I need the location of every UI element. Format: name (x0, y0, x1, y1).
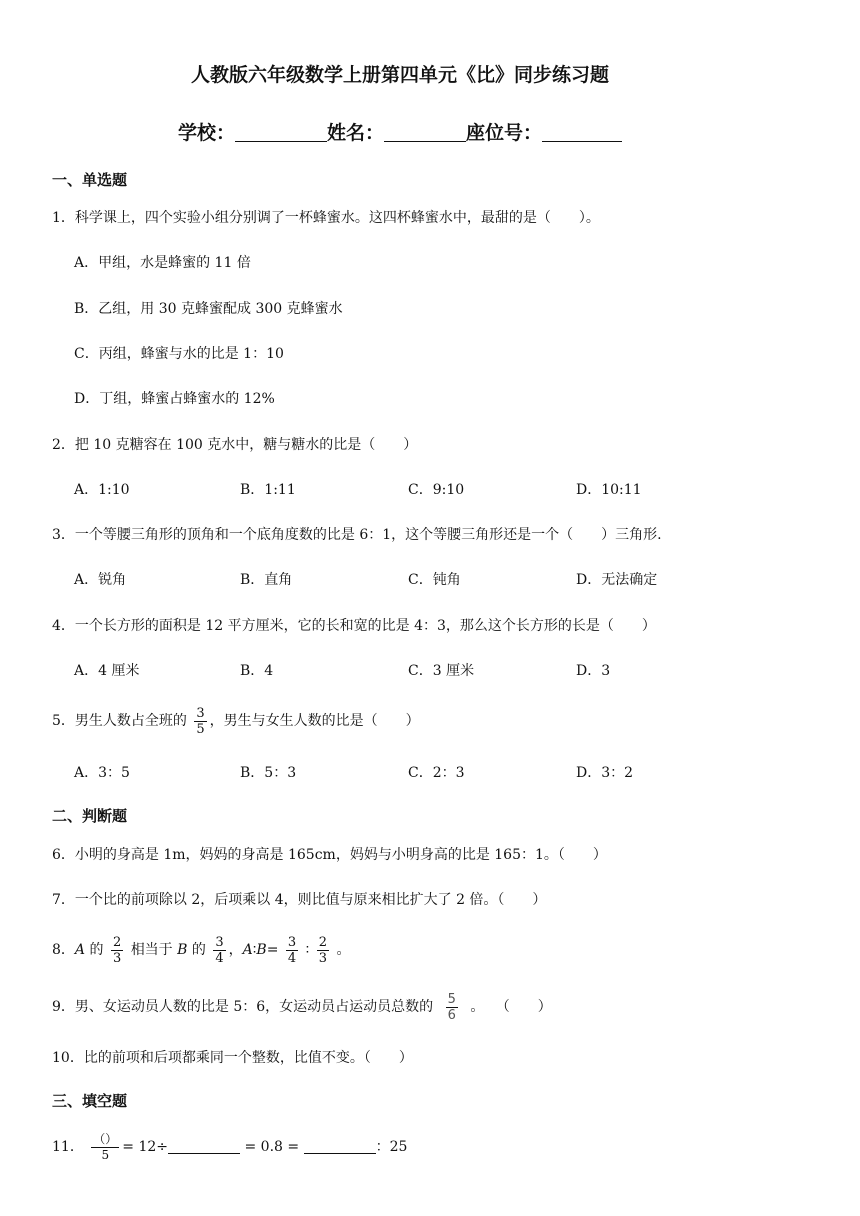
q5-text-pre: 5．男生人数占全班的 (52, 713, 187, 729)
q8-f4-denominator: 3 (318, 950, 328, 966)
q11-text-div: = 12÷ (122, 1139, 169, 1155)
q3-option-b[interactable]: B．直角 (240, 572, 293, 588)
q11-fraction-numerator[interactable]: （） (93, 1131, 118, 1146)
q11-blank-2[interactable] (304, 1138, 376, 1154)
question-8 (52, 934, 350, 966)
school-label: 学校： (177, 122, 235, 144)
q8-text-de: 的 (85, 942, 104, 958)
q11-fraction-denominator: 5 (101, 1147, 110, 1162)
question-9 (52, 991, 552, 1023)
q8-text-equiv: 相当于 (130, 942, 173, 958)
q8-f2-numerator: 3 (215, 934, 224, 950)
q5-fraction (194, 706, 206, 737)
school-blank[interactable] (235, 123, 327, 142)
q1-option-a[interactable]: A．甲组，水是蜂蜜的 11 倍 (74, 255, 251, 271)
q9-text-pre: 9．男、女运动员人数的比是 5：6，女运动员占运动员总数的 (52, 999, 434, 1015)
q8-comma: ， (228, 942, 243, 958)
q8-fraction-1 (111, 935, 123, 966)
q8-var-a: A (74, 942, 86, 958)
q8-ratio-colon-2: ∶ (305, 942, 310, 958)
q2-option-c[interactable]: C．9:10 (408, 482, 465, 498)
q8-fraction-4 (317, 935, 329, 966)
q5-options (74, 764, 794, 784)
name-label: 姓名： (326, 122, 384, 144)
q5-option-b[interactable]: B．5：3 (240, 765, 297, 781)
q8-text-de-2: 的 (187, 942, 206, 958)
q4-option-d[interactable]: D．3 (576, 663, 611, 679)
q5-fraction-numerator: 3 (196, 705, 205, 721)
q8-fraction-3 (286, 935, 298, 966)
q8-f1-numerator: 2 (112, 934, 122, 950)
q8-equals: = (266, 942, 279, 958)
question-1: 1．科学课上，四个实验小组分别调了一杯蜂蜜水。这四杯蜂蜜水中，最甜的是（ ）。 (52, 210, 600, 226)
q8-f2-denominator: 4 (215, 950, 224, 966)
q2-option-a[interactable]: A．1:10 (74, 482, 130, 498)
question-10: 10．比的前项和后项都乘同一个整数，比值不变。（ ） (52, 1050, 413, 1066)
name-blank[interactable] (384, 123, 466, 142)
q1-option-c[interactable]: C．丙组，蜂蜜与水的比是 1：10 (74, 346, 284, 362)
question-3: 3．一个等腰三角形的顶角和一个底角度数的比是 6：1，这个等腰三角形还是一个（ ）三角形. (52, 527, 662, 543)
q8-number: 8． (52, 942, 75, 958)
seat-blank[interactable] (542, 123, 622, 142)
question-11 (52, 1130, 407, 1164)
question-6: 6．小明的身高是 1m，妈妈的身高是 165cm，妈妈与小明身高的比是 165：1。（ ） (52, 847, 607, 863)
q8-ratio-colon: ∶ (252, 942, 257, 958)
q8-f3-denominator: 4 (287, 950, 297, 966)
q8-fraction-2 (213, 935, 225, 966)
q2-option-b[interactable]: B．1:11 (240, 482, 296, 498)
q2-options (74, 481, 794, 501)
student-info-line (0, 118, 800, 145)
question-7: 7．一个比的前项除以 2，后项乘以 4，则比值与原来相比扩大了 2 倍。（ ） (52, 892, 547, 908)
q11-text-decimal: = 0.8 = (244, 1139, 300, 1155)
q4-option-b[interactable]: B．4 (240, 663, 274, 679)
q5-option-a[interactable]: A．3：5 (74, 765, 130, 781)
section-single-choice: 一、单选题 (52, 171, 128, 189)
q5-text-post: ，男生与女生人数的比是（ ） (209, 713, 420, 729)
q8-f1-denominator: 3 (112, 950, 122, 966)
q8-f3-numerator: 3 (287, 934, 297, 950)
q1-option-b[interactable]: B．乙组，用 30 克蜂蜜配成 300 克蜂蜜水 (74, 301, 343, 317)
q3-options (74, 571, 794, 591)
q11-number: 11． (52, 1139, 84, 1155)
section-fill-blank: 三、填空题 (52, 1092, 128, 1110)
q9-fraction-denominator: 6 (447, 1007, 456, 1023)
q8-var-a-2: A (242, 942, 253, 958)
q4-option-a[interactable]: A．4 厘米 (74, 663, 140, 679)
q8-var-b: B (177, 942, 188, 958)
q5-option-d[interactable]: D．3：2 (576, 765, 634, 781)
question-2: 2．把 10 克糖容在 100 克水中，糖与糖水的比是（ ） (52, 437, 418, 453)
q5-fraction-denominator: 5 (196, 721, 205, 737)
q3-option-a[interactable]: A．锐角 (74, 572, 127, 588)
q11-fraction (91, 1132, 119, 1163)
q9-fraction-numerator: 5 (447, 991, 456, 1007)
q8-f4-numerator: 2 (318, 934, 328, 950)
seat-label: 座位号： (466, 122, 543, 144)
q1-option-d[interactable]: D．丁组，蜂蜜占蜂蜜水的 12% (74, 391, 275, 407)
question-5 (52, 705, 420, 737)
q2-option-d[interactable]: D．10:11 (576, 482, 642, 498)
section-true-false: 二、判断题 (52, 807, 128, 825)
q4-options (74, 662, 794, 682)
q3-option-d[interactable]: D．无法确定 (576, 572, 658, 588)
q5-option-c[interactable]: C．2：3 (408, 765, 465, 781)
q8-var-b-2: B (256, 942, 267, 958)
q9-fraction (446, 992, 458, 1023)
question-4: 4．一个长方形的面积是 12 平方厘米，它的长和宽的比是 4：3，那么这个长方形的长是（ ） (52, 618, 656, 634)
q11-text-ratio: ：25 (375, 1139, 408, 1155)
worksheet-title: 人教版六年级数学上册第四单元《比》同步练习题 (190, 64, 609, 86)
q4-option-c[interactable]: C．3 厘米 (408, 663, 475, 679)
q9-text-post: 。 （ ） (470, 999, 552, 1015)
q3-option-c[interactable]: C．钝角 (408, 572, 461, 588)
q11-blank-1[interactable] (168, 1138, 240, 1154)
q8-period: 。 (336, 942, 351, 958)
